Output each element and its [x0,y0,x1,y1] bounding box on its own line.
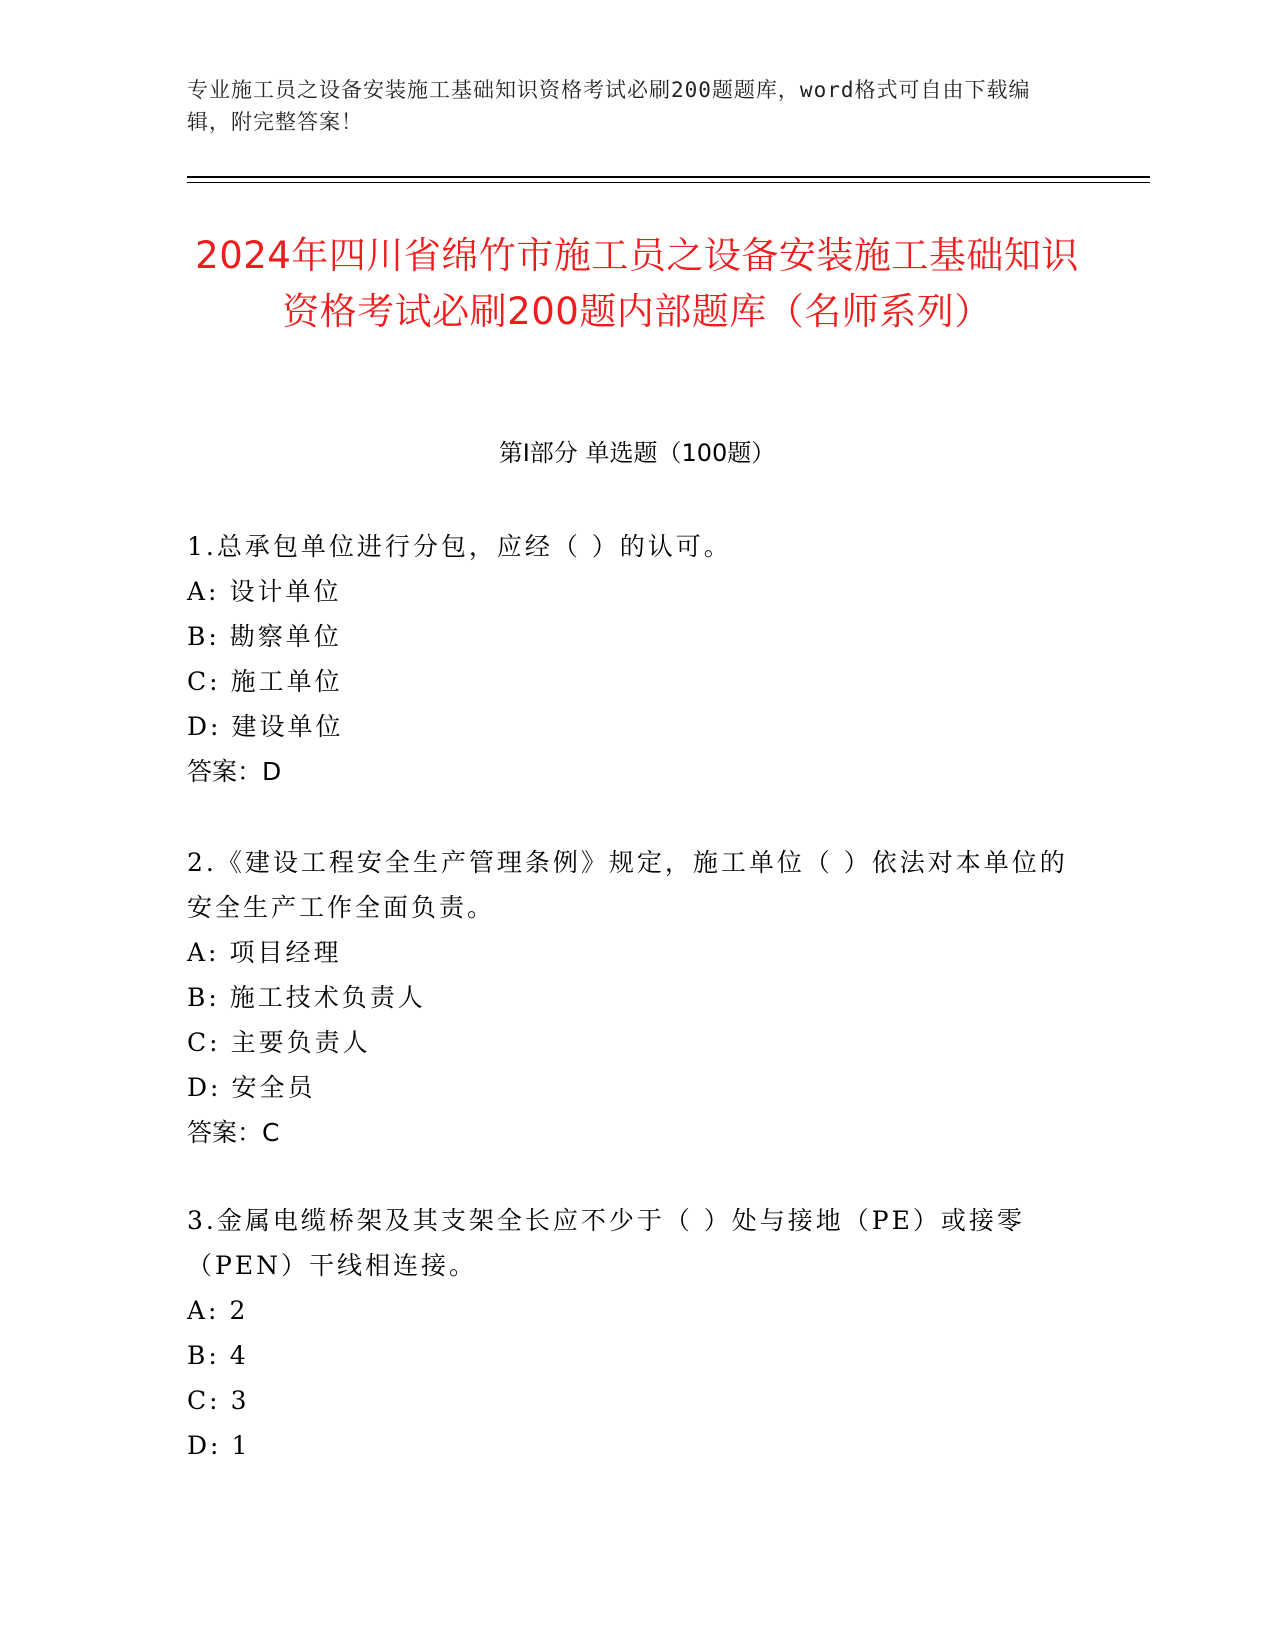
option-letter: C: [187,1028,221,1057]
option-c [187,659,1077,704]
option-c [187,1020,1077,1065]
option-text: 3 [230,1386,250,1415]
option-b [187,1333,1077,1378]
header-note: 专业施工员之设备安装施工基础知识资格考试必刷200题题库，word格式可自由下载编辑，附完整答案！ [187,78,1031,134]
option-letter: D: [187,1073,222,1102]
question-2 [187,840,1077,1155]
section-heading: 第Ⅰ部分 单选题（100题） [498,439,776,467]
option-letter: B: [187,622,220,651]
option-text: 勘察单位 [229,622,342,651]
answer-line: 答案：C [187,1118,280,1147]
option-text: 施工技术负责人 [229,983,426,1012]
option-letter: B: [187,1341,220,1370]
option-text: 设计单位 [229,577,342,606]
option-c [187,1378,1077,1423]
option-text: 2 [229,1296,249,1325]
option-d [187,1065,1077,1110]
question-stem: 1.总承包单位进行分包，应经（ ）的认可。 [187,532,732,561]
option-b [187,975,1077,1020]
option-letter: A: [187,577,220,606]
option-letter: A: [187,938,220,967]
option-letter: D: [187,1431,222,1460]
document-title: 2024年四川省绵竹市施工员之设备安装施工基础知识资格考试必刷200题内部题库（名师系列） [195,234,1079,333]
option-letter: A: [187,1296,220,1325]
option-b [187,614,1077,659]
option-text: 项目经理 [229,938,342,967]
question-1 [187,524,1077,794]
option-a [187,930,1077,975]
option-text: 安全员 [231,1073,316,1102]
answer-line: 答案：D [187,757,282,786]
option-a [187,569,1077,614]
header-divider-thin [187,182,1150,183]
option-text: 施工单位 [230,667,343,696]
option-d [187,704,1077,749]
option-letter: B: [187,983,220,1012]
option-letter: C: [187,667,221,696]
option-d [187,1423,1077,1468]
question-stem: 2.《建设工程安全生产管理条例》规定，施工单位（ ）依法对本单位的安全生产工作全面负责。 [187,848,1068,922]
option-text: 1 [231,1431,251,1460]
option-text: 主要负责人 [230,1028,371,1057]
question-3 [187,1198,1077,1468]
header-divider-thick [187,176,1150,178]
question-stem: 3.金属电缆桥架及其支架全长应不少于（ ）处与接地（PE）或接零（PEN）干线相连接。 [187,1206,1025,1280]
option-letter: D: [187,712,222,741]
option-text: 建设单位 [231,712,344,741]
option-letter: C: [187,1386,221,1415]
option-text: 4 [229,1341,249,1370]
option-a [187,1288,1077,1333]
